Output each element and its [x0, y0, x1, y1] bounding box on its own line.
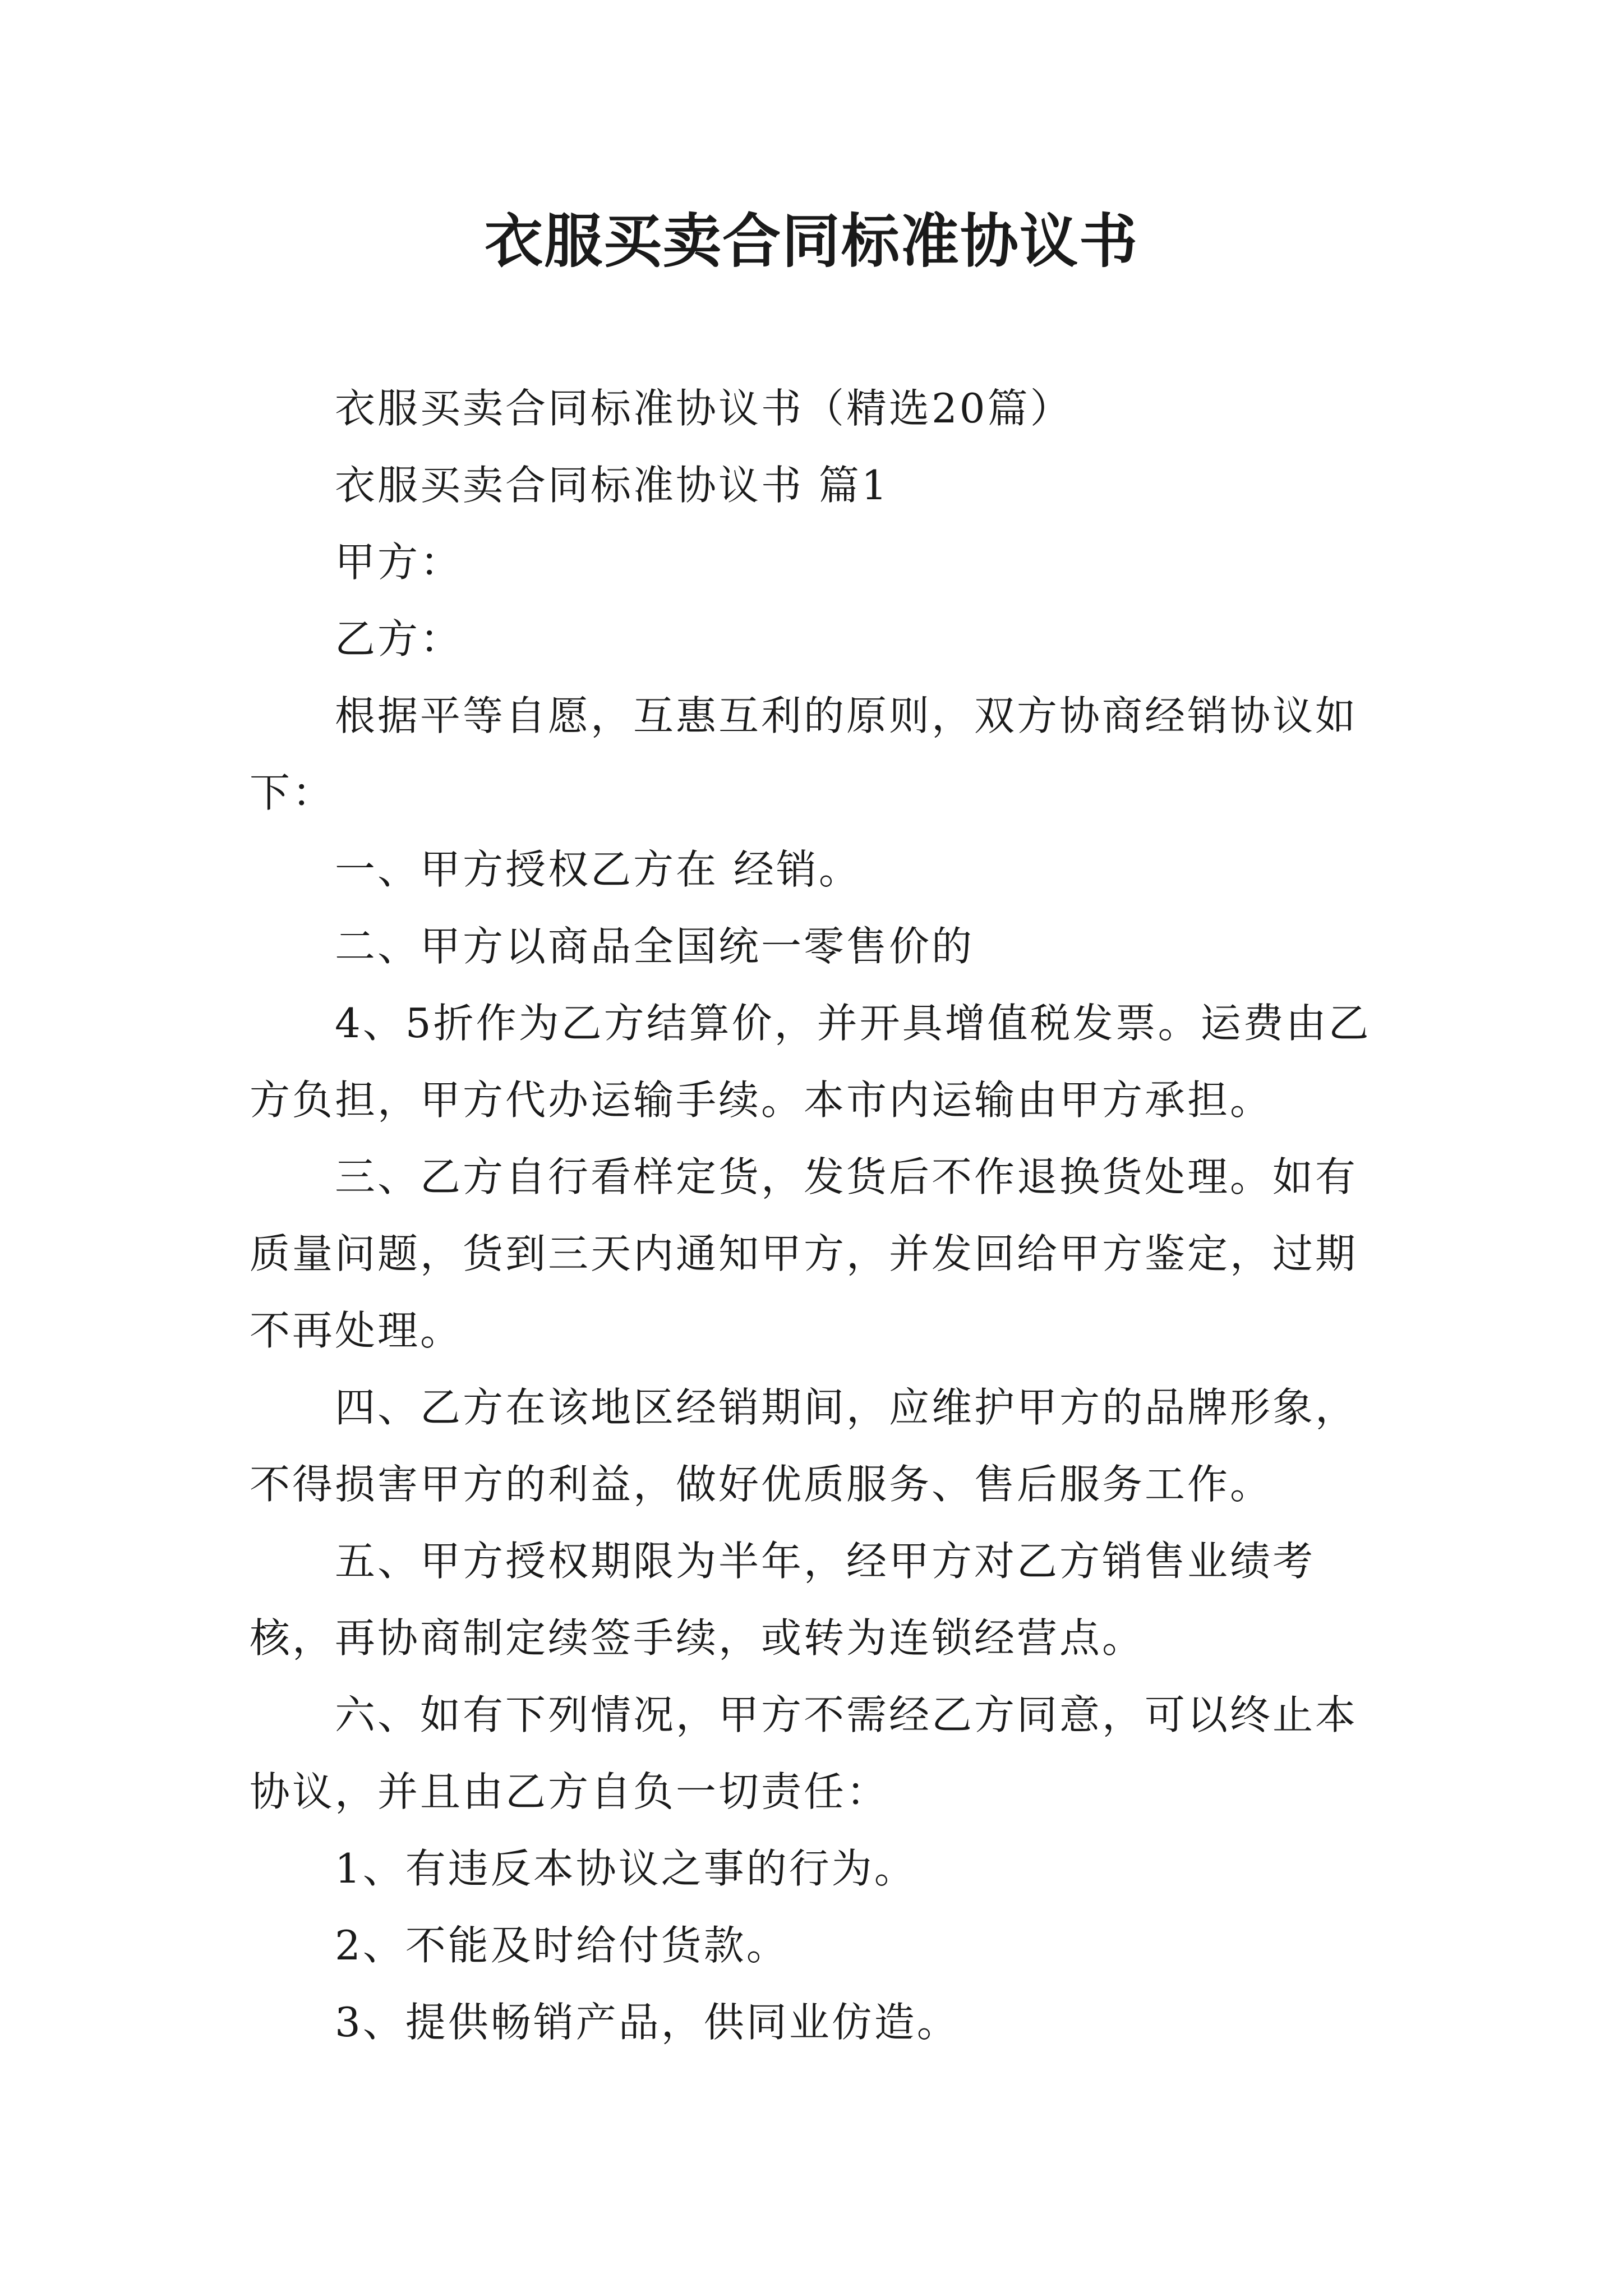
paragraph-clause-2: 二、甲方以商品全国统一零售价的 [335, 923, 975, 970]
paragraph-preamble: 根据平等自愿，互惠互利的原则，双方协商经销协议如下： [250, 692, 1358, 816]
paragraph-party-b: 乙方： [335, 615, 463, 662]
paragraph-clause-5: 五、甲方授权期限为半年，经甲方对乙方销售业绩考核，再协商制定续签手续，或转为连锁经营点。 [250, 1538, 1316, 1662]
paragraph-clause-2-continued: 4、5折作为乙方结算价，并开具增值税发票。运费由乙方负担，甲方代办运输手续。本市内运输由甲方承担。 [250, 1000, 1371, 1124]
paragraph-clause-6: 六、如有下列情况，甲方不需经乙方同意，可以终止本协议，并且由乙方自负一切责任： [250, 1691, 1358, 1815]
paragraph-clause-3: 三、乙方自行看样定货，发货后不作退换货处理。如有质量问题，货到三天内通知甲方，并发回给甲方鉴定，过期不再处理。 [250, 1153, 1358, 1354]
paragraph-subtitle: 衣服买卖合同标准协议书（精选20篇） [335, 385, 1073, 432]
paragraph-party-a: 甲方： [335, 539, 463, 586]
paragraph-clause-4: 四、乙方在该地区经销期间，应维护甲方的品牌形象，不得损害甲方的利益，做好优质服务、售后服务工作。 [250, 1384, 1358, 1508]
paragraph-item-1: 1、有违反本协议之事的行为。 [335, 1845, 917, 1892]
document-body [250, 370, 1394, 2061]
paragraph-section-heading: 衣服买卖合同标准协议书 篇1 [335, 462, 889, 509]
paragraph-clause-1: 一、甲方授权乙方在 经销。 [335, 846, 861, 893]
paragraph-item-2: 2、不能及时给付货款。 [335, 1922, 789, 1969]
paragraph-item-3: 3、提供畅销产品，供同业仿造。 [335, 1999, 960, 2046]
document-title: 衣服买卖合同标准协议书 [484, 206, 1138, 275]
